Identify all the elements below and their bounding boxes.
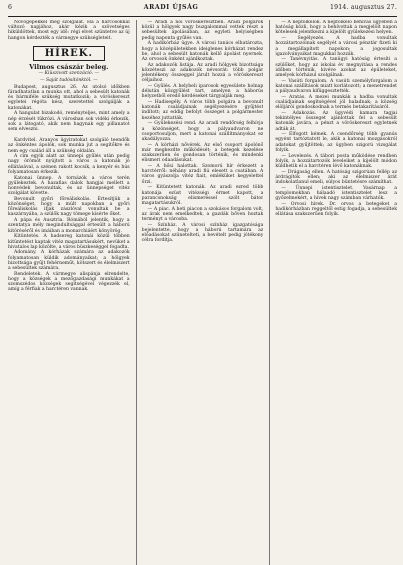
paragraph: — A népfölkelők. A népfölkelő behívás ügyében a hatóság közli, hogy a behívottak a megjelölt napon kötelesek jelentkezni a kijelölt gyülekezési helyen. — [275, 20, 397, 36]
paragraph: Bevonult győri főreáliskolás. Értesítjük a közönséget, hogy a múlt napokban a győri főreáliskolás ifjak zászlóval vonultak be a kaszárnyába, a szülők nagy tömege kísérte őket. — [8, 196, 130, 218]
column-3 — [269, 20, 397, 565]
newspaper-title: ARADI ÚJSÁG — [143, 4, 199, 11]
paragraph: Növőgépekkel meg szolgálat. Ha a harcosokkal változó napjához, akár kézik a szövetséges hiküldöttek, most egy idő: régi elvet szüntetve az új hangon kérdezték a vármegye szükségleteit. — [8, 20, 130, 41]
paragraph: — Gyülekezési rend. Az aradi rendőrség felhívja a közönséget, hogy a pályaudvaron ne csoportosuljon, mert a katonai szállítmányokat ez akadályozza. — [141, 121, 264, 142]
paragraph: — Színház. A városi színház igazgatósága bejelentette, hogy a háború tartamára az előadásokat szünetelteti, a bevételt pedig jótékony célra fordítja. — [141, 222, 264, 244]
paragraph: — Elfogott kémek. A csendőrség több gyanús egyént tartóztatott le, akik a katonai mozgásokról adatokat gyűjtöttek; az ügyben szigorú vizsgálat folyik. — [275, 132, 397, 153]
paragraph: A hangulat bizakodó, reményteljes, mint amely a nép érzését tükrözi. A városban sok vidéki érkezik, sok a látogató, akik nem hagynak egy pillanatot sem elveszni. — [8, 111, 130, 132]
paragraph: A hadikórház ügye. A városi tanács elhatározta, hogy a középületekben ideiglenes kórházat rendez be, ahol a sebesült katonák kellő ápolást nyernek. Az orvosok önként ajánlkoztak. — [141, 41, 264, 62]
paragraph: — Aratás. A mezei munkák a hadba vonultak családjainak segítségével jól haladnak; a község elöljárói gondoskodnak a termés betakarításáról. — [275, 94, 397, 111]
paragraph: A cím egyik alatt az ünnepi gyűlés után pedig nagy örömöt nyújtott a város a katonák jó ellátásával, a szénen rakott kocsik, a kenyér és hús folyamatosan érkezik. — [8, 154, 130, 175]
column-1 — [8, 20, 130, 565]
paragraph: — Levelezés. A tábori posta működése rendben folyik, a hozzátartozók leveleiket a kijelölt módon küldhetik el a harctéren lévő katonáknak. — [275, 153, 397, 169]
paragraph: — Kitüntetett katonák. Az aradi ezred több katonája ezüst vitézségi érmet kapott, a parancsnokság elismeréssel szólt bátor magatartásukról. — [141, 185, 264, 206]
columns — [8, 20, 397, 565]
paragraph: — Adakozás. Az ügyvédi kamara tagjai tekintélyes összeget ajánlottak fel a sebesült katonák javára, a pénzt a vöröskereszt egyletnek adták át. — [275, 110, 397, 132]
article-title: Vilmos császár beleg. — [29, 62, 109, 71]
paragraph: Kitüntetés. A hadsereg katonái közül többen kitüntetést kaptak vitéz magatartásukért, nevüket a hivatalos lap közölte, a város büszkeséggel fogadta. — [8, 234, 130, 250]
paragraph: Kardvitel. Aranyos ügyiratokat szolgáló teendők az önkéntes ápolók, sok munka jut a segítőkre és nem egy család áll a szükség oldalán. — [8, 138, 130, 154]
paragraph: Az adakozók listája. Az aradi hölgyek bizottsága közzéteszi az adakozók névsorát: több polgár jelentékeny összeggel járult hozzá a vöröskereszt céljaihoz. — [141, 62, 264, 84]
paragraph: — Vasúti forgalom. A vasúti személyforgalom a katonai szállítások miatt korlátozott; a menetrendet a pályaudvaron kifüggesztették. — [275, 78, 397, 95]
paragraph: — Gyűlés. A helybeli iparosok egyesülete holnap délután közgyűlést tart, amelyen a háborús helyzetből eredő kérdéseket tárgyalják meg. — [141, 83, 264, 100]
paragraph: — A hősi halottak. Szomorú hír érkezett a harctérről: néhány aradi fiú elesett a csatában. A város gyászolja vitéz fiait, emléküket kegyelettel őrzi. — [141, 163, 264, 185]
divider — [55, 135, 83, 136]
paragraph: — Tanévnyitás. A tanügyi hatóság értesíti a szülőket, hogy az iskolai év megnyitása a rendes időben történik, kivéve azokat az épületeket, amelyek kórházul szolgálnak. — [275, 57, 397, 79]
paragraph: — A piac. A heti piacon a szokásos forgalom volt, az árak nem emelkedtek, a gazdák bőven hoztak terményt a városba. — [141, 206, 264, 223]
paragraph: — Aradi a női vöröskeresztben. Aradi polgárok közül a hölgyek nagy buzgalommal vettek részt a sebesültek ápolásában, az egyleti helyiségben pedig naponta gyűlés van. — [141, 20, 264, 41]
issue-date: 1914. augusztus 27. — [330, 4, 397, 11]
paragraph: A pápa és Ausztria. Rómából jelentik, hogy a szentatya mély megindultsággal értesült a háború kitöréséről és imáiban a monarchiáért könyörög. — [8, 218, 130, 234]
paragraph: Rendeletek. A vármegye alispánja elrendelte, hogy a községek a mezőgazdasági munkákat a szomszédos községek segítségével végezzék el, amíg a férfiak a harctéren vannak. — [8, 271, 130, 293]
page-number: 6 — [8, 4, 13, 11]
paragraph: — A kórházi nővérek. Az első csoport ápolónő már megkezdte működését; a betegek kezelése szakszerűen és gondosan történik, és mindenki elismeri odaadásukat. — [141, 142, 264, 164]
paragraph: Katonai ünnep. A tornázók a város terén gyülekeztek. A hazafias dalok hangjai mellett a honvédek bevonultak, és az ünnepséget vitéz szolgálat követte. — [8, 175, 130, 197]
masthead-rule — [8, 16, 397, 17]
article-byline-2: — Saját tudósítónktól. — — [39, 77, 98, 83]
paragraph: — Hadisegély. A város több polgára a bevonult katonák családjainak segélyezésére gyűjtést indított; az eddig befolyt összeget a polgármester kezéhez juttatták. — [141, 100, 264, 121]
column-2 — [136, 20, 264, 565]
paragraph: Budapest, augusztus 26. Az utolsó időkben fáradhatatlan a munka ott, ahol a sebesült katonák és bármiféle szükség mutatkozik; a vöröskereszt egyletei régóta kész, szeretettel szolgálják a katonákat. — [8, 84, 130, 111]
paragraph: — Orvosi hírek. Dr. orvos a betegeket a hadikórházban reggeltől estig fogadja, a sebesültek ellátása szakszerűen folyik. — [275, 201, 397, 218]
hirek-heading: HÍREK. — [33, 46, 105, 61]
masthead — [8, 4, 397, 15]
article-byline: — Kiüszivott szenzáció. — — [38, 70, 100, 76]
paragraph: — Segélyezés. A hadba vonultak hozzátartozóinak segélyét a városi pénztár fizeti ki a megállapított napokon; a jogosultak igazolványaikat magukkal hozzák. — [275, 36, 397, 57]
paragraph: — Drágaság ellen. A hatóság szigorúan fellép az árdrágítók ellen; aki az élelmiszer árát indokolatlanul emeli, súlyos büntetésre számíthat. — [275, 169, 397, 186]
paragraph: Adomány. A kórházak számára az adakozók folyamatosan küldik adományaikat; a hölgyek bizottsága gyűjt fehérneműt, kötszert és élelmiszert a sebesültek számára. — [8, 250, 130, 272]
paragraph: — Ünnepi istentisztelet. Vasárnap a templomokban hálaadó istentisztelet lesz a győzelmekért, a hívek nagy számban várhatók. — [275, 185, 397, 202]
